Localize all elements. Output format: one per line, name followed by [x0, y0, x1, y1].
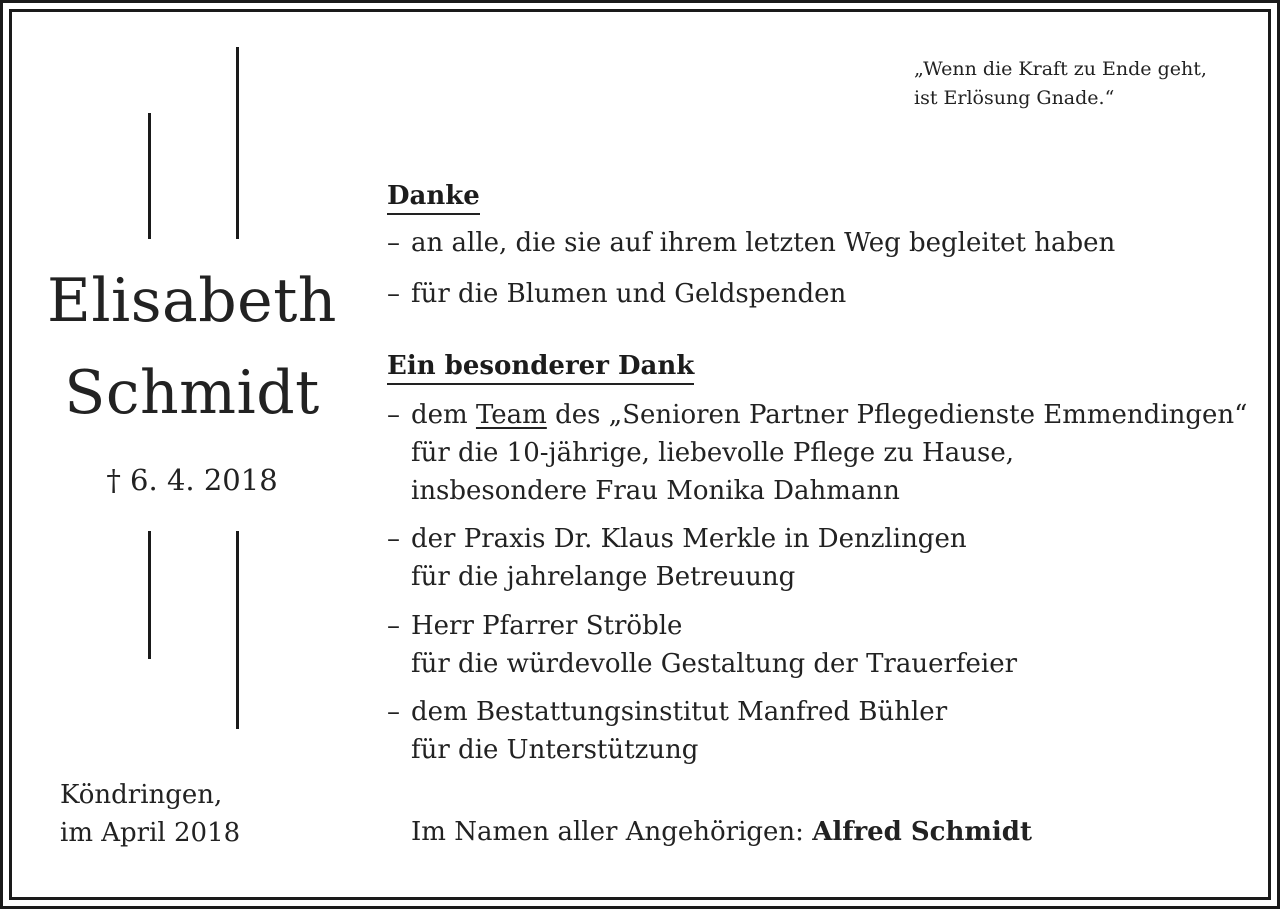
thanks-heading: Danke — [387, 180, 480, 215]
team-underlined: Team — [475, 400, 547, 430]
signature — [411, 813, 1032, 851]
dash: – — [387, 697, 400, 727]
dash: – — [387, 524, 400, 554]
quote-line-2: ist Erlösung Gnade.“ — [914, 87, 1115, 109]
death-date: † 6. 4. 2018 — [106, 463, 278, 497]
special-thanks-item — [387, 607, 1017, 683]
first-name: Elisabeth — [47, 266, 337, 336]
special-thanks-item — [387, 396, 1247, 510]
item-prefix: dem — [411, 400, 476, 430]
item-line-1: Herr Pfarrer Ströble — [411, 611, 683, 641]
signature-prefix: Im Namen aller Angehörigen: — [411, 817, 813, 847]
vertical-line-bottom-right — [236, 531, 239, 729]
vertical-line-top-left — [148, 113, 151, 239]
item-line-1: dem Bestattungsinstitut Manfred Bühler — [411, 697, 948, 727]
special-thanks-heading: Ein besonderer Dank — [387, 350, 694, 385]
dash: – — [387, 611, 400, 641]
special-thanks-item — [387, 520, 967, 596]
thanks-item-text: an alle, die sie auf ihrem letzten Weg begleitet haben — [411, 228, 1116, 258]
thanks-item — [387, 275, 846, 313]
signature-name: Alfred Schmidt — [812, 817, 1032, 847]
dash: – — [387, 279, 400, 309]
quote-line-1: „Wenn die Kraft zu Ende geht, — [914, 58, 1207, 80]
item-line-2: für die Unterstützung — [411, 735, 699, 765]
vertical-line-top-right — [236, 47, 239, 239]
special-thanks-item — [387, 693, 947, 769]
item-line-2: für die würdevolle Gestaltung der Trauerfeier — [411, 649, 1018, 679]
item-line-1: der Praxis Dr. Klaus Merkle in Denzlingen — [411, 524, 967, 554]
item-rest: des „Senioren Partner Pflegedienste Emmendingen“ — [546, 400, 1248, 430]
item-line-2: für die 10-jährige, liebevolle Pflege zu Hause, — [411, 438, 1014, 468]
place-line-2: im April 2018 — [60, 818, 241, 848]
dash: – — [387, 400, 400, 430]
thanks-item — [387, 224, 1115, 262]
place-date — [60, 776, 240, 852]
vertical-line-bottom-left — [148, 531, 151, 659]
place-line-1: Köndringen, — [60, 780, 223, 810]
quote — [914, 55, 1207, 113]
dash: – — [387, 228, 400, 258]
last-name: Schmidt — [64, 358, 320, 428]
item-line-2: für die jahrelange Betreuung — [411, 562, 796, 592]
item-line-3: insbesondere Frau Monika Dahmann — [411, 476, 900, 506]
thanks-item-text: für die Blumen und Geldspenden — [411, 279, 847, 309]
